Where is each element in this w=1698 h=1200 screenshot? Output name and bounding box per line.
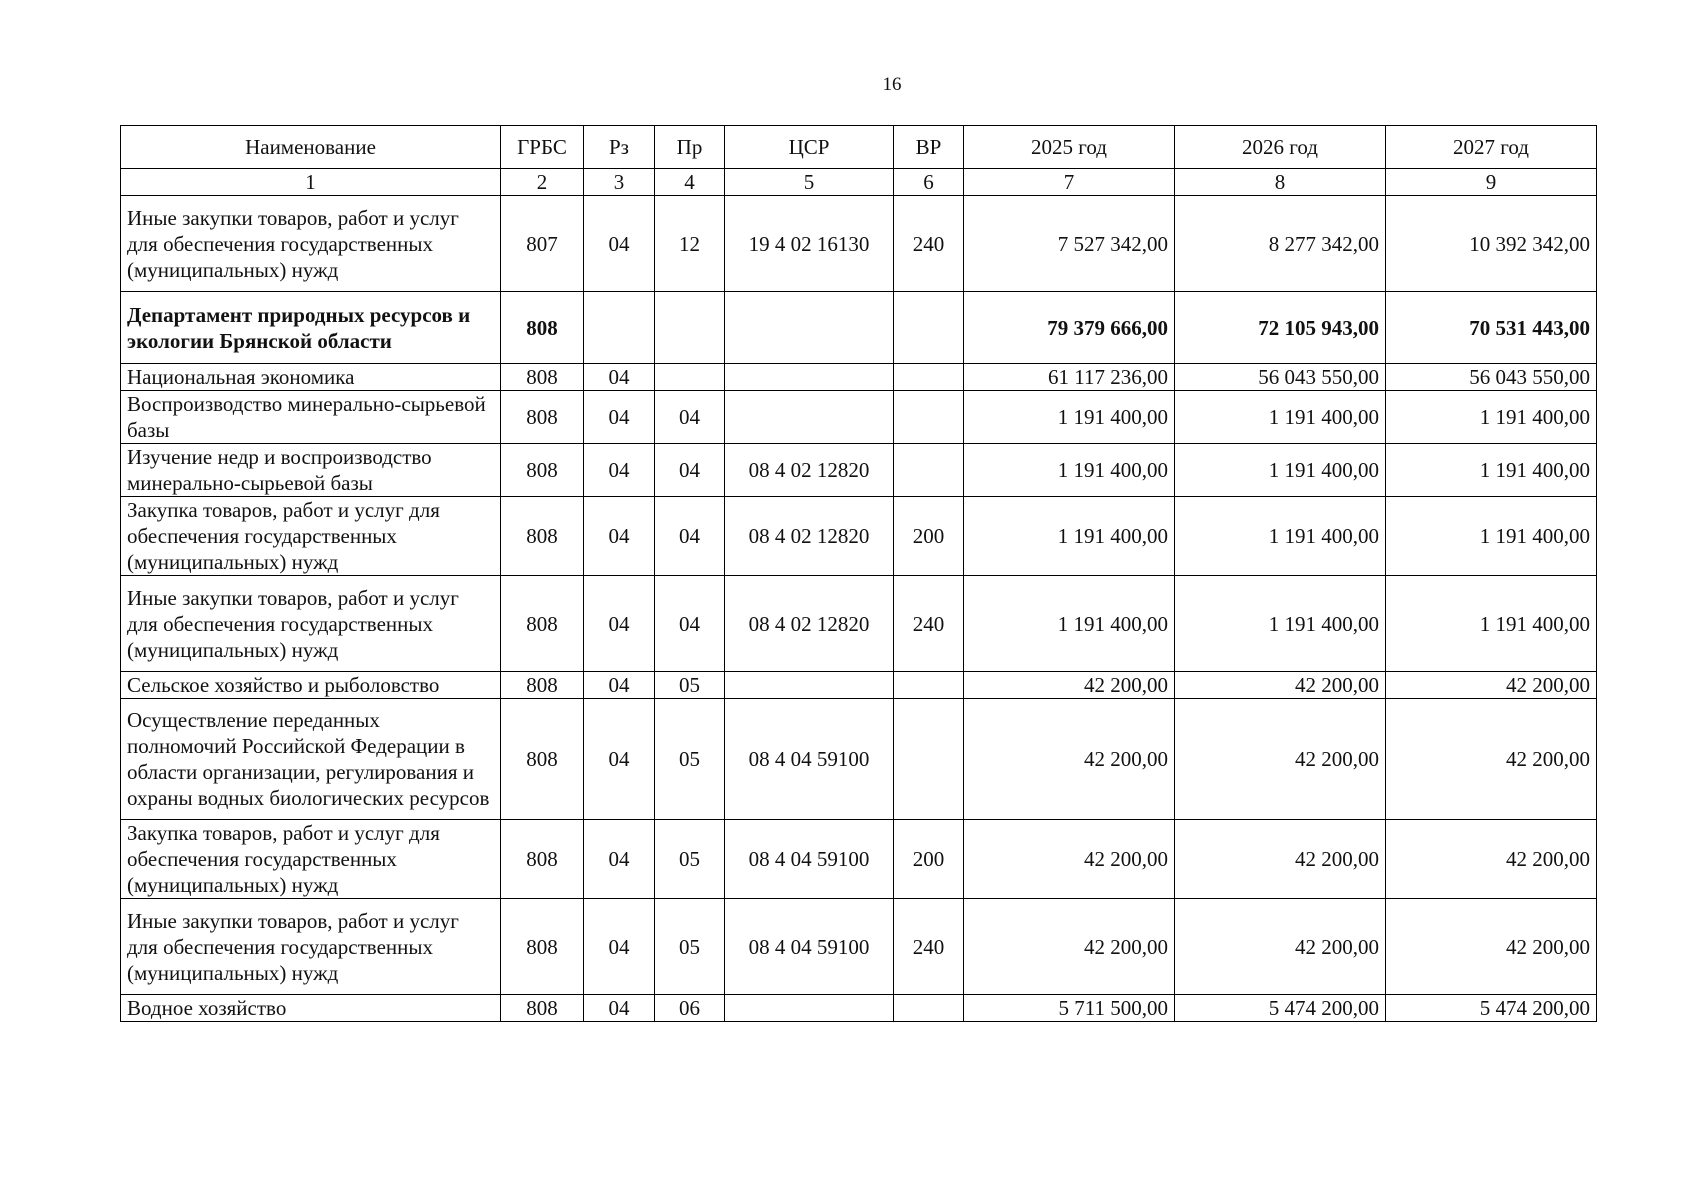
cell-2026: 8 277 342,00 — [1175, 196, 1386, 292]
cell-name: Воспроизводство минерально-сырьевой базы — [121, 391, 501, 444]
cell-grbs: 808 — [501, 899, 584, 995]
cell-2025: 5 711 500,00 — [964, 995, 1175, 1022]
header-2026: 2026 год — [1175, 126, 1386, 169]
cell-csr: 08 4 04 59100 — [725, 820, 894, 899]
cell-csr: 08 4 02 12820 — [725, 576, 894, 672]
cell-csr: 08 4 04 59100 — [725, 899, 894, 995]
cell-2025: 1 191 400,00 — [964, 391, 1175, 444]
table-row — [121, 196, 1597, 292]
cell-vr — [894, 995, 964, 1022]
column-number: 9 — [1386, 169, 1597, 196]
cell-csr — [725, 292, 894, 364]
cell-name: Изучение недр и воспроизводство минерально-сырьевой базы — [121, 444, 501, 497]
cell-pr — [655, 364, 725, 391]
cell-2027: 5 474 200,00 — [1386, 995, 1597, 1022]
cell-2025: 1 191 400,00 — [964, 576, 1175, 672]
cell-vr — [894, 391, 964, 444]
cell-2026: 1 191 400,00 — [1175, 497, 1386, 576]
cell-2026: 1 191 400,00 — [1175, 391, 1386, 444]
cell-name: Иные закупки товаров, работ и услуг для обеспечения государственных (муниципальных) нужд — [121, 196, 501, 292]
cell-2027: 10 392 342,00 — [1386, 196, 1597, 292]
column-number: 8 — [1175, 169, 1386, 196]
cell-2026: 72 105 943,00 — [1175, 292, 1386, 364]
cell-grbs: 808 — [501, 699, 584, 820]
cell-2026: 42 200,00 — [1175, 672, 1386, 699]
cell-2026: 42 200,00 — [1175, 899, 1386, 995]
cell-rz: 04 — [584, 497, 655, 576]
cell-grbs: 808 — [501, 364, 584, 391]
cell-pr — [655, 292, 725, 364]
cell-pr: 06 — [655, 995, 725, 1022]
cell-2026: 5 474 200,00 — [1175, 995, 1386, 1022]
header-grbs: ГРБС — [501, 126, 584, 169]
table-row — [121, 820, 1597, 899]
column-number: 3 — [584, 169, 655, 196]
cell-2025: 42 200,00 — [964, 699, 1175, 820]
cell-name: Сельское хозяйство и рыболовство — [121, 672, 501, 699]
cell-name: Закупка товаров, работ и услуг для обеспечения государственных (муниципальных) нужд — [121, 497, 501, 576]
cell-grbs: 808 — [501, 576, 584, 672]
cell-rz: 04 — [584, 899, 655, 995]
cell-2026: 1 191 400,00 — [1175, 576, 1386, 672]
header-pr: Пр — [655, 126, 725, 169]
cell-grbs: 808 — [501, 292, 584, 364]
cell-rz: 04 — [584, 995, 655, 1022]
cell-csr — [725, 391, 894, 444]
cell-2027: 1 191 400,00 — [1386, 444, 1597, 497]
column-number: 2 — [501, 169, 584, 196]
cell-2027: 42 200,00 — [1386, 672, 1597, 699]
cell-csr — [725, 995, 894, 1022]
table-row — [121, 364, 1597, 391]
column-number: 1 — [121, 169, 501, 196]
cell-2025: 42 200,00 — [964, 899, 1175, 995]
cell-pr: 05 — [655, 820, 725, 899]
table-row — [121, 292, 1597, 364]
cell-rz: 04 — [584, 196, 655, 292]
cell-csr — [725, 672, 894, 699]
cell-rz: 04 — [584, 672, 655, 699]
column-number-row — [121, 169, 1597, 196]
cell-vr: 240 — [894, 196, 964, 292]
cell-pr: 05 — [655, 699, 725, 820]
cell-2025: 61 117 236,00 — [964, 364, 1175, 391]
cell-2025: 1 191 400,00 — [964, 497, 1175, 576]
header-2025: 2025 год — [964, 126, 1175, 169]
table-row — [121, 672, 1597, 699]
cell-vr — [894, 672, 964, 699]
cell-2026: 42 200,00 — [1175, 820, 1386, 899]
cell-pr: 04 — [655, 444, 725, 497]
cell-vr: 240 — [894, 576, 964, 672]
column-number: 4 — [655, 169, 725, 196]
table-row — [121, 391, 1597, 444]
cell-2026: 56 043 550,00 — [1175, 364, 1386, 391]
cell-2027: 42 200,00 — [1386, 820, 1597, 899]
cell-pr: 04 — [655, 391, 725, 444]
cell-vr: 200 — [894, 820, 964, 899]
cell-rz: 04 — [584, 444, 655, 497]
table-row — [121, 444, 1597, 497]
cell-name: Национальная экономика — [121, 364, 501, 391]
cell-2027: 42 200,00 — [1386, 899, 1597, 995]
cell-pr: 04 — [655, 576, 725, 672]
cell-2025: 42 200,00 — [964, 672, 1175, 699]
cell-vr — [894, 292, 964, 364]
cell-2025: 7 527 342,00 — [964, 196, 1175, 292]
cell-vr: 240 — [894, 899, 964, 995]
cell-2025: 42 200,00 — [964, 820, 1175, 899]
cell-name: Водное хозяйство — [121, 995, 501, 1022]
cell-2026: 42 200,00 — [1175, 699, 1386, 820]
cell-rz: 04 — [584, 364, 655, 391]
cell-2025: 1 191 400,00 — [964, 444, 1175, 497]
cell-csr: 08 4 04 59100 — [725, 699, 894, 820]
cell-csr: 08 4 02 12820 — [725, 444, 894, 497]
cell-pr: 12 — [655, 196, 725, 292]
cell-2027: 70 531 443,00 — [1386, 292, 1597, 364]
cell-grbs: 808 — [501, 444, 584, 497]
cell-vr: 200 — [894, 497, 964, 576]
cell-grbs: 808 — [501, 391, 584, 444]
header-row — [121, 126, 1597, 169]
column-number: 7 — [964, 169, 1175, 196]
cell-2027: 1 191 400,00 — [1386, 497, 1597, 576]
cell-name: Закупка товаров, работ и услуг для обеспечения государственных (муниципальных) нужд — [121, 820, 501, 899]
cell-vr — [894, 364, 964, 391]
cell-2026: 1 191 400,00 — [1175, 444, 1386, 497]
cell-vr — [894, 699, 964, 820]
cell-csr: 08 4 02 12820 — [725, 497, 894, 576]
cell-grbs: 808 — [501, 995, 584, 1022]
cell-grbs: 807 — [501, 196, 584, 292]
table-row — [121, 995, 1597, 1022]
header-csr: ЦСР — [725, 126, 894, 169]
cell-pr: 04 — [655, 497, 725, 576]
table-row — [121, 497, 1597, 576]
cell-csr: 19 4 02 16130 — [725, 196, 894, 292]
cell-rz: 04 — [584, 576, 655, 672]
cell-rz — [584, 292, 655, 364]
cell-name: Осуществление переданных полномочий Российской Федерации в области организации, регулирования и охраны водных биологических ресурсов — [121, 699, 501, 820]
cell-2027: 1 191 400,00 — [1386, 576, 1597, 672]
cell-name: Департамент природных ресурсов и экологии Брянской области — [121, 292, 501, 364]
cell-grbs: 808 — [501, 497, 584, 576]
column-number: 6 — [894, 169, 964, 196]
cell-pr: 05 — [655, 899, 725, 995]
cell-pr: 05 — [655, 672, 725, 699]
header-vr: ВР — [894, 126, 964, 169]
page-number: 16 — [882, 74, 902, 95]
table-row — [121, 899, 1597, 995]
cell-2027: 42 200,00 — [1386, 699, 1597, 820]
column-number: 5 — [725, 169, 894, 196]
budget-table — [120, 125, 1597, 1022]
cell-rz: 04 — [584, 699, 655, 820]
cell-2027: 1 191 400,00 — [1386, 391, 1597, 444]
cell-name: Иные закупки товаров, работ и услуг для обеспечения государственных (муниципальных) нужд — [121, 899, 501, 995]
table-row — [121, 699, 1597, 820]
cell-vr — [894, 444, 964, 497]
cell-grbs: 808 — [501, 820, 584, 899]
header-2027: 2027 год — [1386, 126, 1597, 169]
header-rz: Рз — [584, 126, 655, 169]
cell-2027: 56 043 550,00 — [1386, 364, 1597, 391]
cell-rz: 04 — [584, 391, 655, 444]
cell-csr — [725, 364, 894, 391]
header-name: Наименование — [121, 126, 501, 169]
cell-name: Иные закупки товаров, работ и услуг для обеспечения государственных (муниципальных) нужд — [121, 576, 501, 672]
cell-grbs: 808 — [501, 672, 584, 699]
cell-2025: 79 379 666,00 — [964, 292, 1175, 364]
table-row — [121, 576, 1597, 672]
cell-rz: 04 — [584, 820, 655, 899]
